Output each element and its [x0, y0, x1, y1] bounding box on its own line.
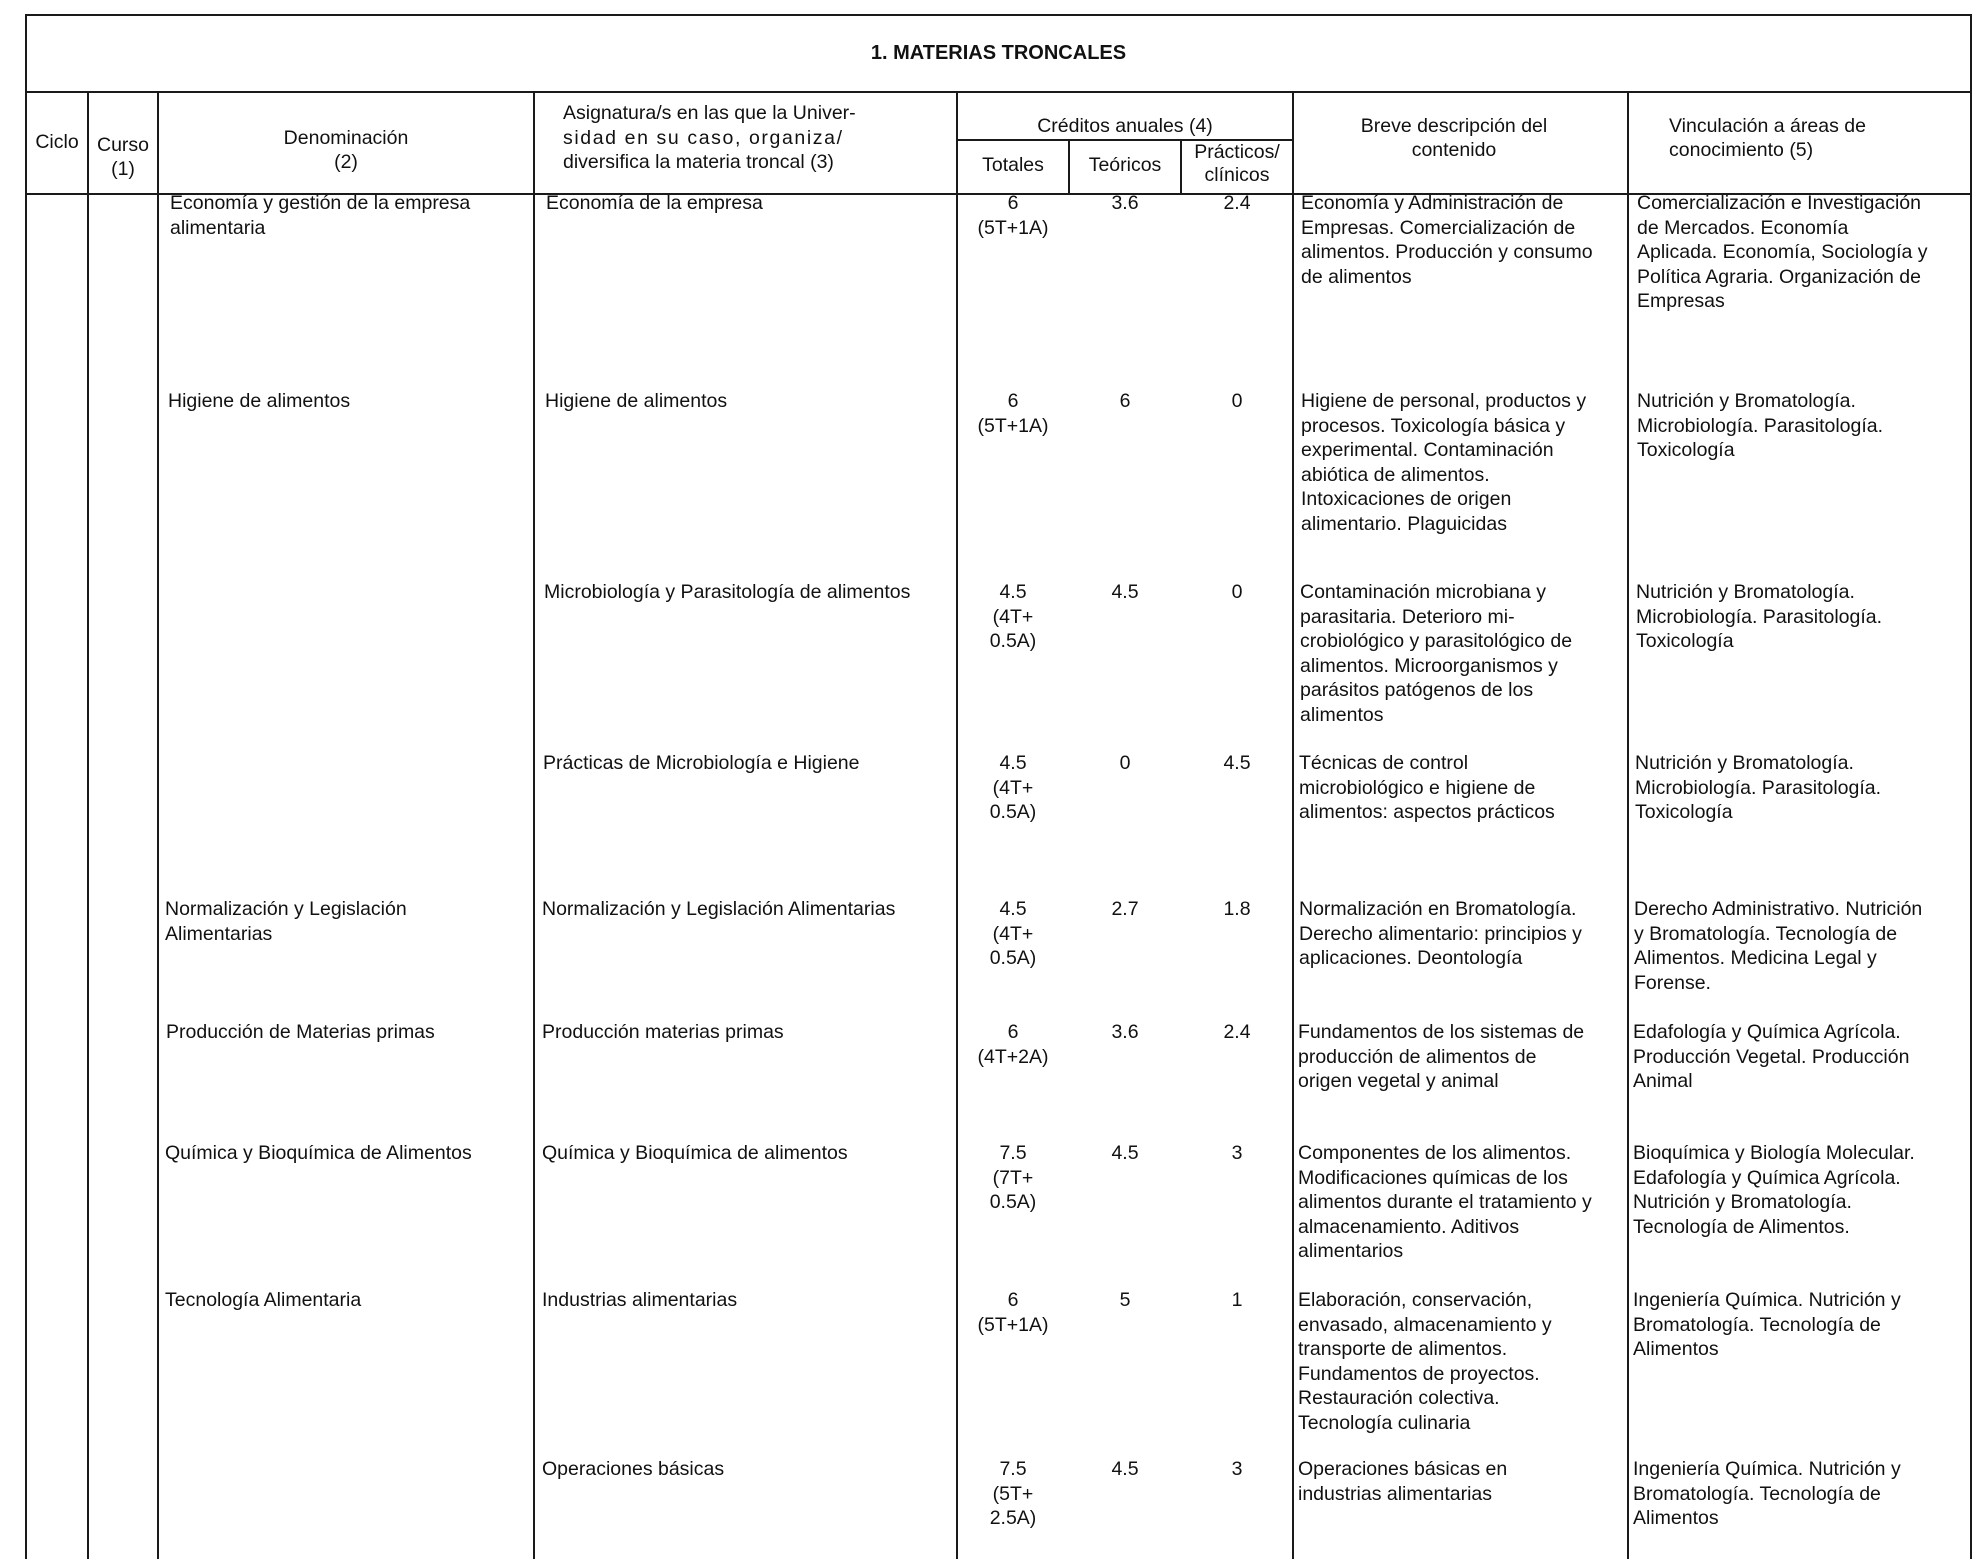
row2-descripcion: Higiene de personal, productos y procesos. Toxicología básica y experimental. Contaminación abiótica de alimentos. Intoxicaciones de origen alimentario. Plaguicidas — [1301, 390, 1587, 535]
row7-practicos: 3 — [1231, 1142, 1243, 1164]
row1-totales: 6 (5T+1A) — [977, 192, 1049, 239]
header-teoricos: Teóricos — [1088, 154, 1162, 176]
row5-vinculacion: Derecho Administrativo. Nutrición y Bromatología. Tecnología de Alimentos. Medicina Legal y Forense. — [1634, 898, 1923, 994]
row6-practicos: 2.4 — [1223, 1021, 1251, 1043]
header-denominacion: Denominación (2) — [283, 127, 409, 173]
row5-teoricos: 2.7 — [1111, 898, 1139, 920]
row3-descripcion: Contaminación microbiana y parasitaria. Deterioro mi- crobiológico y parasitológico de alimentos. Microorganismos y parásitos patógenos de los alimentos — [1300, 581, 1573, 726]
row9-teoricos: 4.5 — [1111, 1458, 1139, 1480]
row1-denominacion: Economía y gestión de la empresa alimentaria — [170, 192, 471, 239]
row9-totales: 7.5 (5T+ 2.5A) — [989, 1458, 1037, 1529]
row2-teoricos: 6 — [1119, 390, 1131, 412]
row3-totales: 4.5 (4T+ 0.5A) — [989, 581, 1037, 652]
row9-asignatura: Operaciones básicas — [542, 1458, 725, 1480]
row3-practicos: 0 — [1231, 581, 1243, 603]
table-border-right — [1970, 14, 1972, 1559]
row2-asignatura: Higiene de alimentos — [545, 390, 728, 412]
row7-vinculacion: Bioquímica y Biología Molecular. Edafología y Química Agrícola. Nutrición y Bromatología. Tecnología de Alimentos. — [1633, 1142, 1915, 1238]
header-creditos-anuales: Créditos anuales (4) — [1037, 115, 1213, 137]
row9-vinculacion: Ingeniería Química. Nutrición y Bromatología. Tecnología de Alimentos — [1633, 1458, 1901, 1529]
row6-vinculacion: Edafología y Química Agrícola. Producción Vegetal. Producción Animal — [1633, 1021, 1910, 1092]
header-asignatura-line1: Asignatura/s en las que la Univer- — [563, 102, 856, 124]
header-practicos: Prácticos/ clínicos — [1194, 141, 1280, 186]
table-border-top — [25, 14, 1972, 16]
row7-totales: 7.5 (7T+ 0.5A) — [989, 1142, 1037, 1213]
row7-denominacion: Química y Bioquímica de Alimentos — [165, 1142, 472, 1164]
title-divider — [25, 91, 1972, 93]
row1-asignatura: Economía de la empresa — [546, 192, 763, 214]
header-asignatura-line3: diversifica la materia troncal (3) — [563, 151, 834, 173]
header-descripcion: Breve descripción del contenido — [1360, 115, 1548, 161]
col-divider-ciclo — [87, 92, 89, 1559]
row4-asignatura: Prácticas de Microbiología e Higiene — [543, 752, 860, 774]
row2-vinculacion: Nutrición y Bromatología. Microbiología. Parasitología. Toxicología — [1637, 390, 1884, 461]
row4-practicos: 4.5 — [1223, 752, 1251, 774]
row8-practicos: 1 — [1231, 1289, 1243, 1311]
row3-teoricos: 4.5 — [1111, 581, 1139, 603]
row6-denominacion: Producción de Materias primas — [166, 1021, 435, 1043]
row2-denominacion: Higiene de alimentos — [168, 390, 351, 412]
row8-asignatura: Industrias alimentarias — [542, 1289, 738, 1311]
col-divider-creditos — [1292, 92, 1294, 1559]
row8-teoricos: 5 — [1119, 1289, 1131, 1311]
col-divider-denominacion — [533, 92, 535, 1559]
row4-descripcion: Técnicas de control microbiológico e higiene de alimentos: aspectos prácticos — [1299, 752, 1555, 823]
row9-practicos: 3 — [1231, 1458, 1243, 1480]
row8-descripcion: Elaboración, conservación, envasado, almacenamiento y transporte de alimentos. Fundamentos de proyectos. Restauración colectiva. Tecnología culinaria — [1298, 1289, 1552, 1434]
col-divider-descripcion — [1627, 92, 1629, 1559]
row6-asignatura: Producción materias primas — [542, 1021, 784, 1043]
row4-teoricos: 0 — [1119, 752, 1131, 774]
header-vinculacion: Vinculación a áreas de conocimiento (5) — [1669, 115, 1866, 161]
col-divider-curso — [157, 92, 159, 1559]
row3-vinculacion: Nutrición y Bromatología. Microbiología. Parasitología. Toxicología — [1636, 581, 1883, 652]
row4-vinculacion: Nutrición y Bromatología. Microbiología. Parasitología. Toxicología — [1635, 752, 1882, 823]
row2-totales: 6 (5T+1A) — [977, 390, 1049, 437]
header-asignatura-line2: sidad en su caso, organiza/ — [563, 127, 844, 149]
row1-descripcion: Economía y Administración de Empresas. Comercialización de alimentos. Producción y consumo de alimentos — [1301, 192, 1593, 288]
page-title: 1. MATERIAS TRONCALES — [870, 42, 1127, 64]
row5-asignatura: Normalización y Legislación Alimentarias — [542, 898, 896, 920]
row5-denominacion: Normalización y Legislación Alimentarias — [165, 898, 407, 945]
header-curso: Curso (1) — [96, 134, 150, 180]
row4-totales: 4.5 (4T+ 0.5A) — [989, 752, 1037, 823]
row1-teoricos: 3.6 — [1111, 192, 1139, 214]
row5-descripcion: Normalización en Bromatología. Derecho alimentario: principios y aplicaciones. Deontología — [1299, 898, 1582, 969]
row7-teoricos: 4.5 — [1111, 1142, 1139, 1164]
row1-vinculacion: Comercialización e Investigación de Mercados. Economía Aplicada. Economía, Sociología y Política Agraria. Organización de Empresas — [1637, 192, 1928, 312]
col-divider-asignatura — [956, 92, 958, 1559]
row8-denominacion: Tecnología Alimentaria — [165, 1289, 362, 1311]
row2-practicos: 0 — [1231, 390, 1243, 412]
row7-asignatura: Química y Bioquímica de alimentos — [542, 1142, 848, 1164]
header-ciclo: Ciclo — [35, 131, 79, 153]
row7-descripcion: Componentes de los alimentos. Modificaciones químicas de los alimentos durante el tratamiento y almacenamiento. Aditivos alimentarios — [1298, 1142, 1592, 1262]
row3-asignatura: Microbiología y Parasitología de alimentos — [544, 581, 911, 603]
table-border-left — [25, 14, 27, 1559]
header-totales: Totales — [982, 154, 1044, 176]
row6-totales: 6 (4T+2A) — [977, 1021, 1049, 1068]
row1-practicos: 2.4 — [1223, 192, 1251, 214]
row5-practicos: 1.8 — [1223, 898, 1251, 920]
row6-descripcion: Fundamentos de los sistemas de producción de alimentos de origen vegetal y animal — [1298, 1021, 1585, 1092]
row8-totales: 6 (5T+1A) — [977, 1289, 1049, 1336]
row5-totales: 4.5 (4T+ 0.5A) — [989, 898, 1037, 969]
row6-teoricos: 3.6 — [1111, 1021, 1139, 1043]
row9-descripcion: Operaciones básicas en industrias alimentarias — [1298, 1458, 1508, 1505]
row8-vinculacion: Ingeniería Química. Nutrición y Bromatología. Tecnología de Alimentos — [1633, 1289, 1901, 1360]
